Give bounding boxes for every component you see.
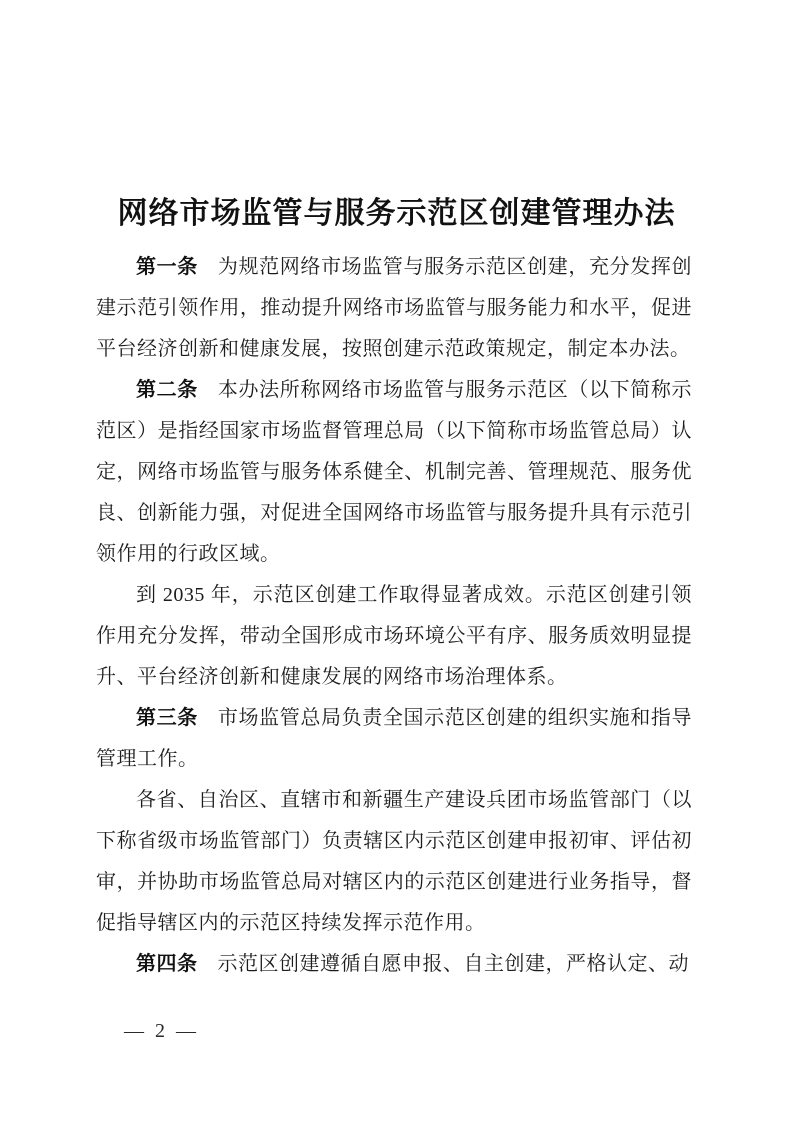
- paragraph: [96, 944, 692, 985]
- article-number: 第三条: [136, 707, 198, 729]
- paragraph-text: 各省、自治区、直辖市和新疆生产建设兵团市场监管部门（以下称省级市场监管部门）负责辖区内示范区创建申报初审、评估初审，并协助市场监管总局对辖区内的示范区创建进行业务指导，督促指导辖区内的示范区持续发挥示范作用。: [96, 789, 692, 934]
- article-number: 第一条: [136, 256, 198, 278]
- document-title: 网络市场监管与服务示范区创建管理办法: [117, 197, 676, 231]
- paragraph: [96, 370, 692, 575]
- paragraph: [96, 575, 692, 698]
- paragraph: [96, 247, 692, 370]
- paragraph-text: 为规范网络市场监管与服务示范区创建，充分发挥创建示范引领作用，推动提升网络市场监管与服务能力和水平，促进平台经济创新和健康发展，按照创建示范政策规定，制定本办法。: [96, 256, 693, 360]
- paragraph: [96, 780, 692, 944]
- document-body: [96, 247, 692, 985]
- article-number: 第二条: [136, 379, 198, 401]
- paragraph-text: 市场监管总局负责全国示范区创建的组织实施和指导管理工作。: [96, 707, 693, 770]
- paragraph-text: 本办法所称网络市场监管与服务示范区（以下简称示范区）是指经国家市场监督管理总局（以下简称市场监管总局）认定，网络市场监管与服务体系健全、机制完善、管理规范、服务优良、创新能力强，对促进全国网络市场监管与服务提升具有示范引领作用的行政区域。: [96, 379, 693, 565]
- page-number: — 2 —: [124, 1020, 199, 1042]
- article-number: 第四条: [136, 953, 198, 975]
- paragraph-text: 示范区创建遵循自愿申报、自主创建，严格认定、动: [217, 953, 689, 975]
- paragraph-text: 到 2035 年，示范区创建工作取得显著成效。示范区创建引领作用充分发挥，带动全国形成市场环境公平有序、服务质效明显提升、平台经济创新和健康发展的网络市场治理体系。: [96, 584, 692, 688]
- paragraph: [96, 698, 692, 780]
